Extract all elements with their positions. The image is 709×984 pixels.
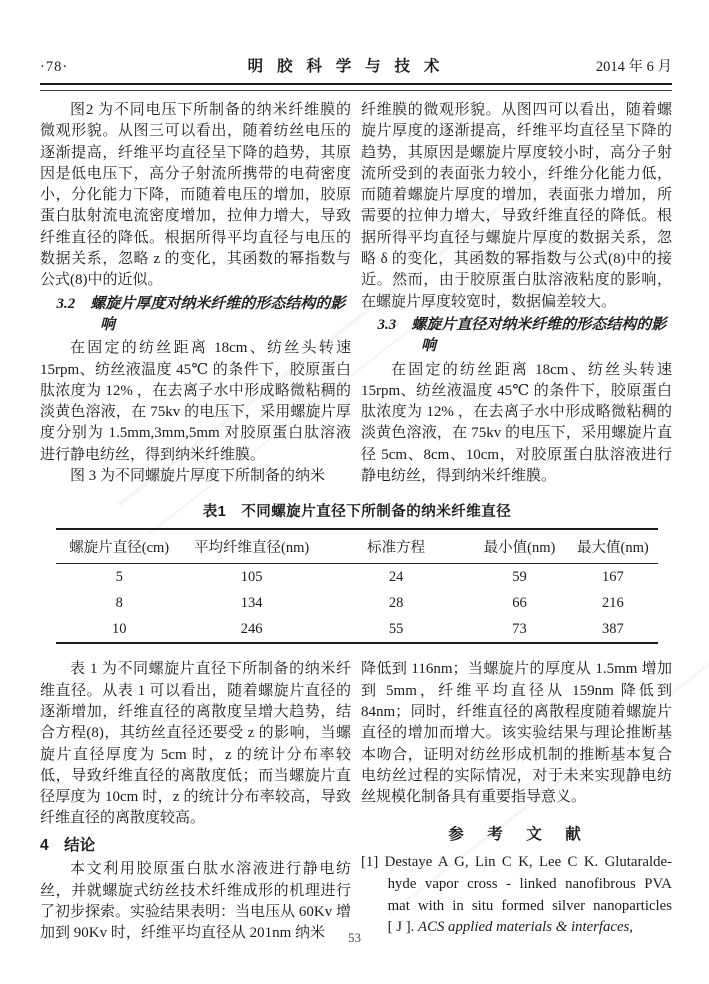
table-cell: 246 bbox=[240, 620, 263, 637]
paragraph: 降低到 116nm；当螺旋片的厚度从 1.5mm 增加到 5mm，纤维平均直径从 159nm 降低到 84nm；同时，纤维直径的离散程度随着螺旋片直径的增加而增大。该实验结果与理论推断基本吻合，证明对纺丝形成机制的推断基本复合电纺丝过程的实际情况，对于未来实现静电纺丝规模化制备具有重要指导意义。 bbox=[361, 661, 672, 806]
issue-date: 2014 年 6 月 bbox=[595, 59, 672, 75]
table-row bbox=[56, 616, 658, 643]
page-number-bottom: 53 bbox=[348, 930, 361, 945]
table-row bbox=[56, 590, 658, 616]
data-table bbox=[56, 528, 658, 644]
table-cell: 10 bbox=[111, 620, 127, 637]
section-heading-3-2: 3.2 螺旋片厚度对纳米纤维的形态结构的影响 bbox=[56, 295, 346, 333]
lower-right-column bbox=[361, 659, 672, 944]
column-header: 螺旋片直径(cm) bbox=[56, 529, 182, 564]
table-cell: 59 bbox=[512, 568, 527, 585]
table-cell: 73 bbox=[512, 620, 527, 637]
reference-line: mat with in situ formed silver nanoparticles bbox=[387, 897, 672, 914]
table-cell: 134 bbox=[240, 594, 263, 611]
journal-title: 明 胶 科 学 与 技 术 bbox=[247, 58, 445, 75]
reference-line: [1] Destaye A G, Lin C K, Lee C K. Glutaralde- bbox=[361, 854, 672, 871]
section-heading-4: 4 结论 bbox=[40, 836, 96, 854]
journal-name-italic: ACS applied materials & interfaces, bbox=[418, 919, 633, 936]
column-header: 最大值(nm) bbox=[568, 529, 658, 564]
table-cell: 24 bbox=[388, 568, 404, 585]
table-cell: 5 bbox=[115, 568, 123, 585]
column-header: 标准方程 bbox=[321, 529, 472, 564]
paragraph: 在固定的纺丝距离 18cm、纺丝头转速 15rpm、纺丝液温度 45℃ 的条件下，胶原蛋白肽浓度为 12% ，在去离子水中形成略微粘稠的淡黄色溶液，在 75kv 的电压下，采用螺旋片厚度分别为 1.5mm,3mm,5mm 对胶原蛋白肽溶液进行静电纺丝，得到纳米纤维膜。 bbox=[40, 340, 351, 463]
column-header: 最小值(nm) bbox=[471, 529, 567, 564]
lower-columns bbox=[40, 659, 672, 944]
table-caption: 表1 不同螺旋片直径下所制备的纳米纤维直径 bbox=[202, 504, 512, 521]
table-cell: 55 bbox=[388, 620, 404, 637]
page-header bbox=[40, 0, 672, 76]
reference-line: hyde vapor cross - linked nanofibrous PVA bbox=[387, 876, 672, 893]
references-heading: 参 考 文 献 bbox=[448, 826, 585, 844]
reference-type-tag: [ J ]. bbox=[387, 919, 419, 936]
header-double-rule bbox=[40, 83, 672, 91]
reference-item bbox=[361, 852, 672, 938]
table-cell: 105 bbox=[240, 568, 263, 585]
table-cell: 28 bbox=[388, 594, 404, 611]
table-row bbox=[56, 564, 658, 591]
table-cell: 66 bbox=[512, 594, 527, 611]
table-cell: 387 bbox=[601, 620, 624, 637]
paragraph: 图2 为不同电压下所制备的纳米纤维膜的微观形貌。从图三可以看出，随着纺丝电压的逐渐提高，纤维平均直径呈下降的趋势，其原因是低电压下，高分子射流所携带的电荷密度小，分化能力下降，而随着电压的增加，胶原蛋白肽射流电流密度增加，拉伸力增大，导致纤维直径的降低。根据所得平均直径与电压的数据关系，忽略 z 的变化，其函数的幂指数与公式(8)中的近似。 bbox=[40, 102, 351, 289]
paragraph: 图 3 为不同螺旋片厚度下所制备的纳米 bbox=[70, 468, 326, 485]
paragraph: 表 1 为不同螺旋片直径下所制备的纳米纤维直径。从表 1 可以看出，随着螺旋片直径的逐渐增加，纤维直径的离散度呈增大趋势，结合方程(8)，其纺丝直径还要受 z 的影响，当螺旋片直径厚度为 5cm 时，z 的统计分布率较低，导致纤维直径的离散度低；而当螺旋片直径厚度为 10cm 时，z 的统计分布率较高，导致纤维直径的离散度较高。 bbox=[40, 661, 351, 827]
table-cell: 216 bbox=[601, 594, 624, 611]
column-header: 平均纤维直径(nm) bbox=[182, 529, 320, 564]
table-cell: 167 bbox=[601, 568, 624, 585]
paragraph: 本文利用胶原蛋白肽水溶液进行静电纺丝，并就螺旋式纺丝技术纤维成形的机理进行了初步探索。实验结果表明：当电压从 60Kv 增加到 90Kv 时，纤维平均直径从 201nm 纳米 bbox=[40, 861, 351, 942]
lower-left-column bbox=[40, 659, 351, 944]
upper-left-column bbox=[40, 100, 351, 487]
paragraph: 纤维膜的微观形貌。从图四可以看出，随着螺旋片厚度的逐渐提高，纤维平均直径呈下降的趋势，其原因是螺旋片厚度较小时，高分子射流所受到的表面张力较小，纤维分化能力低，而随着螺旋片厚度的增加，表面张力增加，所需要的拉伸力增大，导致纤维直径的降低。根据所得平均直径与螺旋片厚度的数据关系，忽略 δ 的变化，其函数的幂指数与公式(8)中的接近。然而，由于胶原蛋白肽溶液粘度的影响，在螺旋片厚度较宽时，数据偏差较大。 bbox=[361, 102, 672, 310]
table-header-row bbox=[56, 529, 658, 564]
upper-columns bbox=[40, 100, 672, 487]
upper-right-column bbox=[361, 100, 672, 487]
section-heading-3-3: 3.3 螺旋片直径对纳米纤维的形态结构的影响 bbox=[377, 316, 667, 355]
page-number-left: ·78· bbox=[40, 59, 69, 75]
table-1-block bbox=[56, 500, 658, 644]
table-cell: 8 bbox=[115, 594, 123, 611]
paragraph: 在固定的纺丝距离 18cm、纺丝头转速 15rpm、纺丝液温度 45℃ 的条件下，胶原蛋白肽浓度为 12% ，在去离子水中形成略微粘稠的淡黄色溶液，在 75kv 的电压下，采用螺旋片直径 5cm、8cm、10cm，对胶原蛋白肽溶液进行静电纺丝，得到纳米纤维膜。 bbox=[361, 361, 672, 485]
